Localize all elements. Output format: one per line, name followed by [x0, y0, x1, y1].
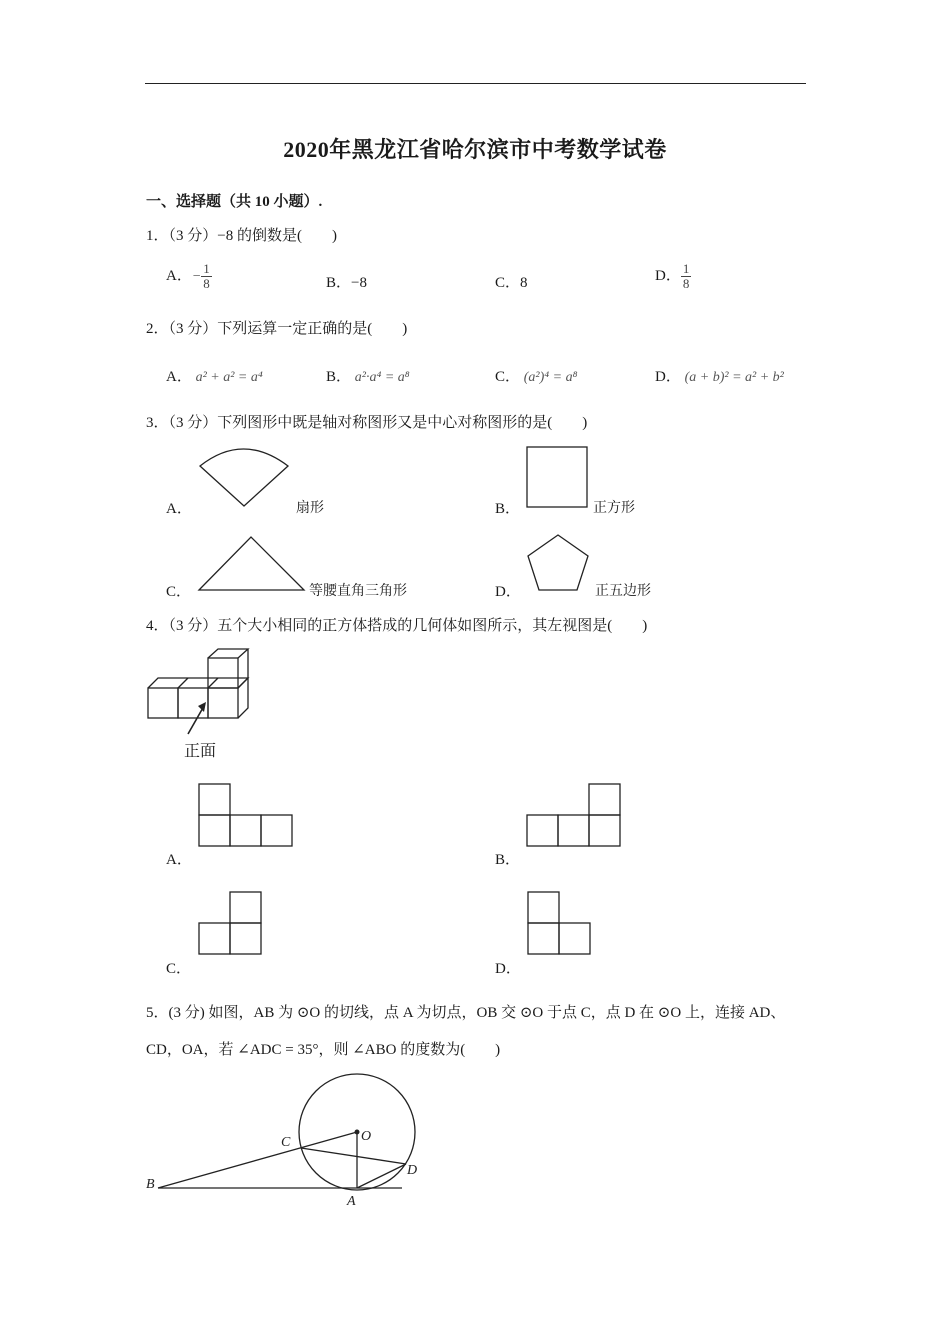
q1-option-d-label: D． — [655, 267, 681, 284]
q2-option-c[interactable] — [495, 365, 577, 386]
question-3-stem: 3．（3 分）下列图形中既是轴对称图形又是中心对称图形的是( ) — [146, 415, 588, 431]
q4-option-a-figure — [198, 783, 294, 849]
question-4-stem: 4．（3 分）五个大小相同的正方体搭成的几何体如图所示，其左视图是( ) — [146, 618, 648, 634]
q4-option-b-label[interactable]: B． — [495, 852, 521, 868]
question-1-stem: 1．（3 分）−8 的倒数是( ) — [146, 228, 337, 244]
q3-option-b-label[interactable]: B． — [495, 501, 521, 517]
q1-option-d[interactable] — [655, 262, 691, 291]
point-label-d: D — [407, 1163, 418, 1178]
q1-option-d-fraction: $\frac{1}{8}$ — [682, 261, 690, 291]
q2-option-b-expr: a²·a⁴ = a⁸ — [354, 370, 410, 385]
q4-option-d-label[interactable]: D． — [495, 961, 521, 977]
front-view-label: 正面 — [184, 743, 217, 760]
q1-option-a-fraction: $\frac{1}{8}$ — [203, 261, 210, 291]
section-heading: 一、选择题（共 10 小题）. — [146, 194, 323, 210]
q2-option-d[interactable] — [655, 365, 784, 386]
cube-stack-figure — [146, 648, 266, 748]
question-5-stem-line-1: 5．(3 分) 如图，AB 为 ⊙O 的切线，点 A 为切点，OB 交 ⊙O 于点 C，点 D 在 ⊙O 上，连接 AD、 — [146, 1005, 786, 1021]
circle-tangent-figure — [140, 1066, 430, 1216]
point-label-o: O — [361, 1129, 372, 1144]
q2-option-b[interactable] — [326, 365, 410, 386]
q2-option-b-label: B． — [326, 369, 352, 385]
regular-pentagon-figure — [526, 532, 592, 594]
q3-option-b-name: 正方形 — [593, 501, 635, 516]
q4-option-c-label[interactable]: C． — [166, 961, 192, 977]
q3-option-d-name: 正五边形 — [595, 584, 651, 599]
square-figure — [526, 446, 590, 510]
q2-option-a-expr: a² + a² = a⁴ — [195, 370, 263, 385]
q2-option-a[interactable] — [166, 365, 263, 386]
q4-option-a-label[interactable]: A． — [166, 852, 192, 868]
page-title: 2020年黑龙江省哈尔滨市中考数学试卷 — [283, 137, 667, 162]
isosceles-right-triangle-figure — [196, 534, 308, 594]
q2-option-d-label: D． — [655, 369, 681, 385]
q3-option-c-name: 等腰直角三角形 — [309, 584, 407, 599]
q1-option-a-label: A． — [166, 267, 192, 284]
q1-option-a[interactable] — [166, 262, 212, 291]
q2-option-a-label: A． — [166, 369, 192, 385]
q1-option-a-sign: − — [191, 268, 202, 284]
q1-option-c[interactable]: C．8 — [495, 275, 528, 291]
header-rule — [145, 83, 806, 84]
q1-option-b[interactable]: B．−8 — [326, 275, 367, 291]
question-5-stem-line-2: CD，OA，若 ∠ADC = 35°，则 ∠ABO 的度数为( ) — [146, 1042, 501, 1058]
point-label-a: A — [347, 1194, 356, 1209]
point-label-c: C — [281, 1135, 291, 1150]
q4-option-b-figure — [526, 783, 622, 849]
q3-option-a-label[interactable]: A． — [166, 501, 192, 517]
sector-figure — [196, 448, 296, 510]
q2-option-d-expr: (a + b)² = a² + b² — [684, 370, 784, 385]
q2-option-c-expr: (a²)⁴ = a⁸ — [523, 370, 578, 385]
q3-option-d-label[interactable]: D． — [495, 584, 521, 600]
q2-option-c-label: C． — [495, 369, 521, 385]
question-2-stem: 2．（3 分）下列运算一定正确的是( ) — [146, 321, 408, 337]
q3-option-c-label[interactable]: C． — [166, 584, 192, 600]
point-label-b: B — [146, 1177, 155, 1192]
q3-option-a-name: 扇形 — [296, 501, 324, 516]
q4-option-d-figure — [527, 891, 593, 957]
q4-option-c-figure — [198, 891, 264, 957]
